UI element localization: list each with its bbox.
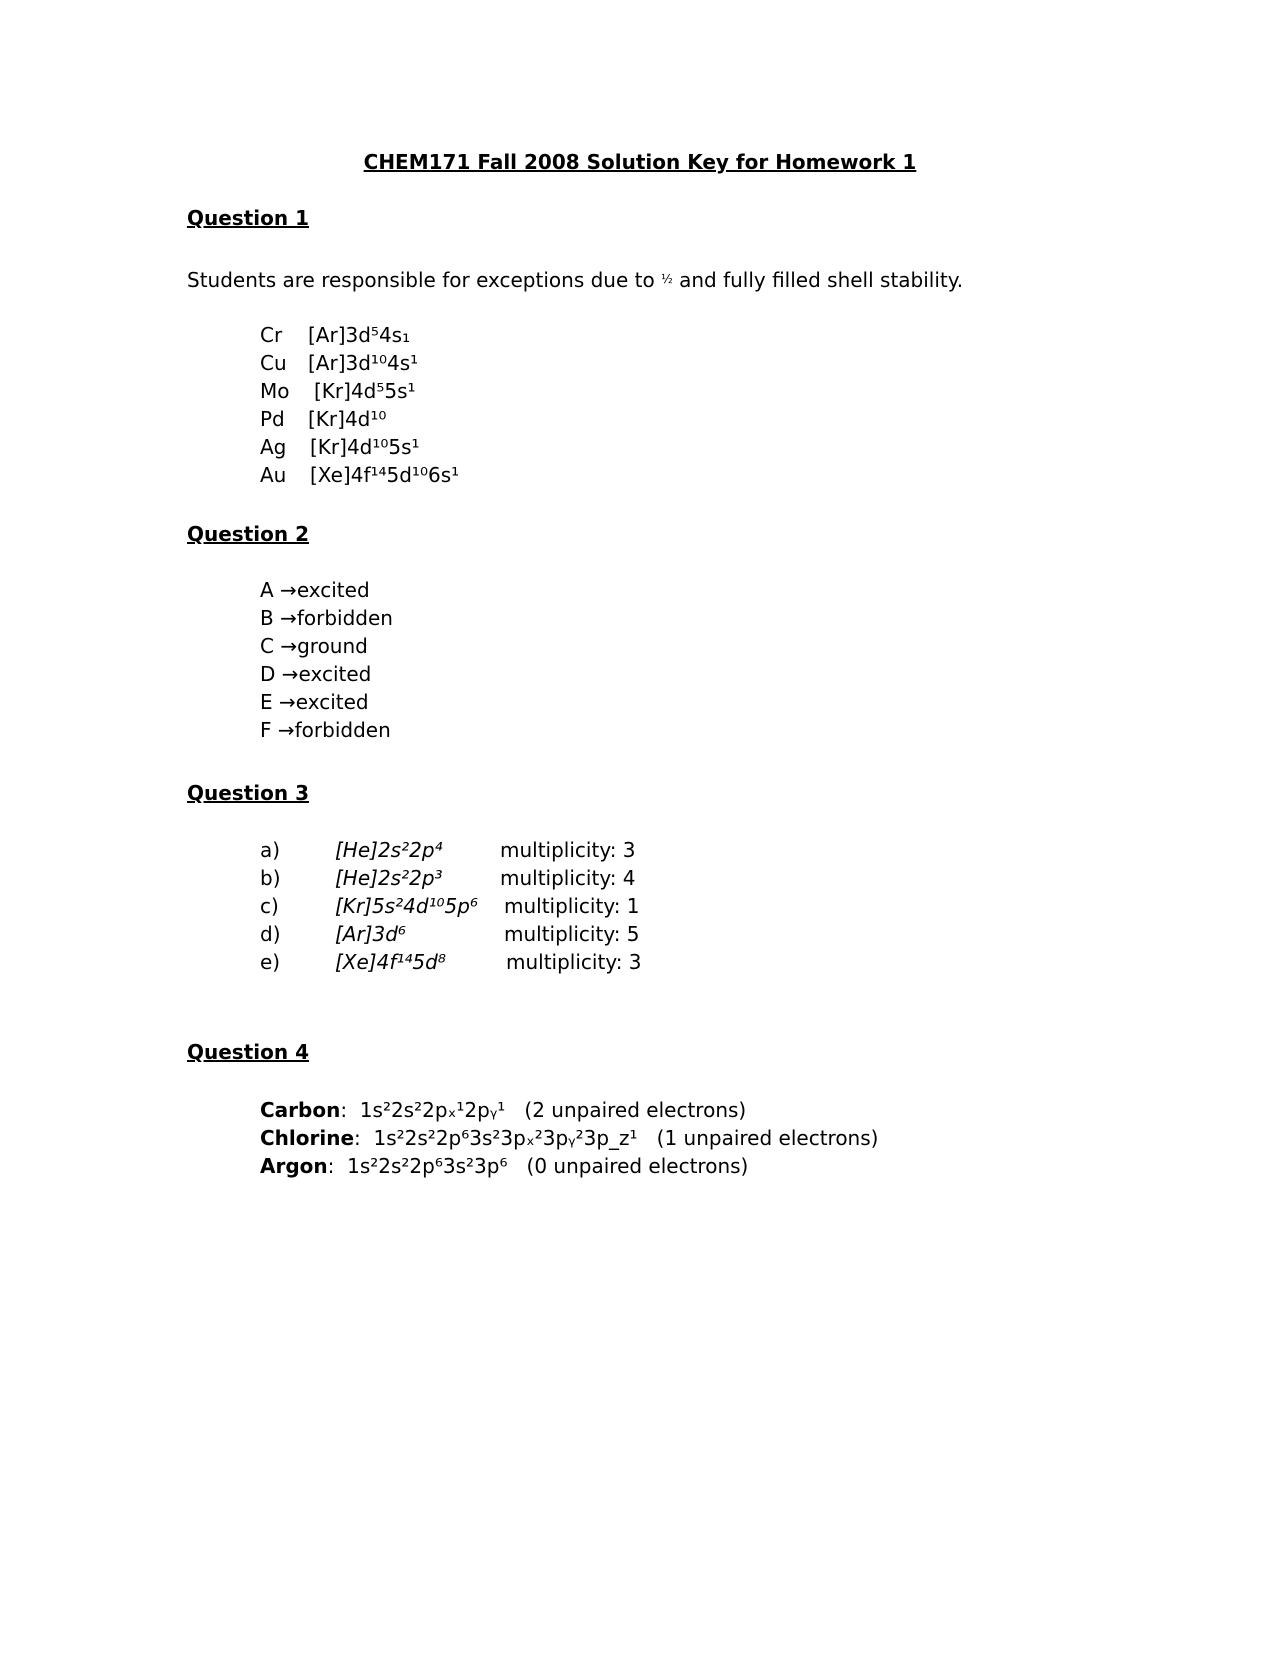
intro-text-before: Students are responsible for exceptions due to bbox=[187, 268, 655, 292]
arrow-icon: → bbox=[280, 606, 297, 630]
state-row-b bbox=[260, 606, 393, 630]
atom-name: Argon bbox=[260, 1154, 328, 1178]
question-2-heading: Question 2 bbox=[187, 522, 309, 546]
unpaired-note: (2 unpaired electrons) bbox=[524, 1098, 747, 1122]
atom-name: Chlorine bbox=[260, 1126, 355, 1150]
config-row-cr bbox=[260, 323, 410, 347]
unpaired-note: (0 unpaired electrons) bbox=[526, 1154, 749, 1178]
item-label: e) bbox=[260, 950, 281, 974]
electron-config: 1s²2s²2p⁶3s²3p⁶ bbox=[347, 1154, 508, 1178]
state-row-f bbox=[260, 718, 391, 742]
element-symbol: Cu bbox=[260, 351, 287, 375]
state-value: excited bbox=[295, 690, 369, 714]
electron-config: [Ar]3d⁵4s₁ bbox=[308, 323, 411, 347]
electron-config: [Xe]4f¹⁴5d¹⁰6s¹ bbox=[310, 463, 460, 487]
electron-config: [Kr]4d¹⁰5s¹ bbox=[310, 435, 420, 459]
state-row-d bbox=[260, 662, 371, 686]
atom-row-carbon: Carbon: 1s²2s²2pₓ¹2pᵧ¹ (2 unpaired electrons) bbox=[260, 1098, 747, 1122]
arrow-icon: → bbox=[277, 718, 295, 742]
electron-config: [Kr]4d⁵5s¹ bbox=[314, 379, 416, 403]
element-symbol: Pd bbox=[260, 407, 285, 431]
item-label: a) bbox=[260, 838, 281, 862]
arrow-icon: → bbox=[280, 634, 298, 658]
electron-config: 1s²2s²2pₓ¹2pᵧ¹ bbox=[359, 1098, 506, 1122]
arrow-icon: → bbox=[281, 662, 299, 686]
atom-row-argon: Argon: 1s²2s²2p⁶3s²3p⁶ (0 unpaired electrons) bbox=[260, 1154, 749, 1178]
item-label: c) bbox=[260, 894, 279, 918]
multiplicity-value: multiplicity: 3 bbox=[500, 838, 636, 862]
element-symbol: Cr bbox=[260, 323, 283, 347]
multiplicity-value: multiplicity: 1 bbox=[504, 894, 640, 918]
unpaired-note: (1 unpaired electrons) bbox=[656, 1126, 879, 1150]
state-row-a bbox=[260, 578, 370, 602]
config-row-pd bbox=[260, 407, 386, 431]
electron-config: 1s²2s²2p⁶3s²3pₓ²3pᵧ²3p_z¹ bbox=[373, 1126, 638, 1150]
multiplicity-row-d bbox=[260, 922, 640, 946]
multiplicity-row-e bbox=[260, 950, 642, 974]
config-row-cu bbox=[260, 351, 418, 375]
state-label: C bbox=[260, 634, 274, 658]
multiplicity-row-c bbox=[260, 894, 640, 918]
multiplicity-value: multiplicity: 4 bbox=[500, 866, 636, 890]
multiplicity-value: multiplicity: 3 bbox=[506, 950, 642, 974]
question-4-heading: Question 4 bbox=[187, 1040, 309, 1064]
state-row-e bbox=[260, 690, 369, 714]
electron-config: [Ar]3d¹⁰4s¹ bbox=[308, 351, 419, 375]
question-1-intro bbox=[187, 268, 963, 292]
element-symbol: Au bbox=[260, 463, 287, 487]
state-label: E bbox=[260, 690, 273, 714]
state-label: D bbox=[260, 662, 276, 686]
arrow-icon: → bbox=[279, 690, 296, 714]
item-label: b) bbox=[260, 866, 281, 890]
electron-config: [He]2s²2p⁴ bbox=[335, 838, 443, 862]
arrow-icon: → bbox=[280, 578, 297, 602]
state-label: B bbox=[260, 606, 274, 630]
half-fraction: ½ bbox=[661, 272, 673, 286]
state-label: A bbox=[260, 578, 274, 602]
atom-row-chlorine: Chlorine: 1s²2s²2p⁶3s²3pₓ²3pᵧ²3p_z¹ (1 unpaired electrons) bbox=[260, 1126, 879, 1150]
electron-config: [He]2s²2p³ bbox=[335, 866, 443, 890]
state-value: forbidden bbox=[296, 606, 393, 630]
intro-text-after: and fully filled shell stability. bbox=[679, 268, 964, 292]
page-title: CHEM171 Fall 2008 Solution Key for Homework 1 bbox=[363, 150, 917, 174]
config-row-mo bbox=[260, 379, 416, 403]
state-value: excited bbox=[298, 662, 372, 686]
multiplicity-row-a bbox=[260, 838, 636, 862]
atom-name: Carbon bbox=[260, 1098, 341, 1122]
electron-config: [Xe]4f¹⁴5d⁸ bbox=[335, 950, 446, 974]
state-row-c bbox=[260, 634, 368, 658]
item-label: d) bbox=[260, 922, 281, 946]
multiplicity-value: multiplicity: 5 bbox=[504, 922, 640, 946]
element-symbol: Mo bbox=[260, 379, 290, 403]
electron-config: [Ar]3d⁶ bbox=[335, 922, 406, 946]
state-value: ground bbox=[297, 634, 368, 658]
state-value: forbidden bbox=[294, 718, 391, 742]
state-value: excited bbox=[296, 578, 370, 602]
element-symbol: Ag bbox=[260, 435, 287, 459]
multiplicity-row-b bbox=[260, 866, 636, 890]
state-label: F bbox=[260, 718, 272, 742]
electron-config: [Kr]4d¹⁰ bbox=[308, 407, 387, 431]
question-1-heading: Question 1 bbox=[187, 206, 309, 230]
question-3-heading: Question 3 bbox=[187, 781, 309, 805]
config-row-au bbox=[260, 463, 459, 487]
config-row-ag bbox=[260, 435, 420, 459]
electron-config: [Kr]5s²4d¹⁰5p⁶ bbox=[335, 894, 478, 918]
